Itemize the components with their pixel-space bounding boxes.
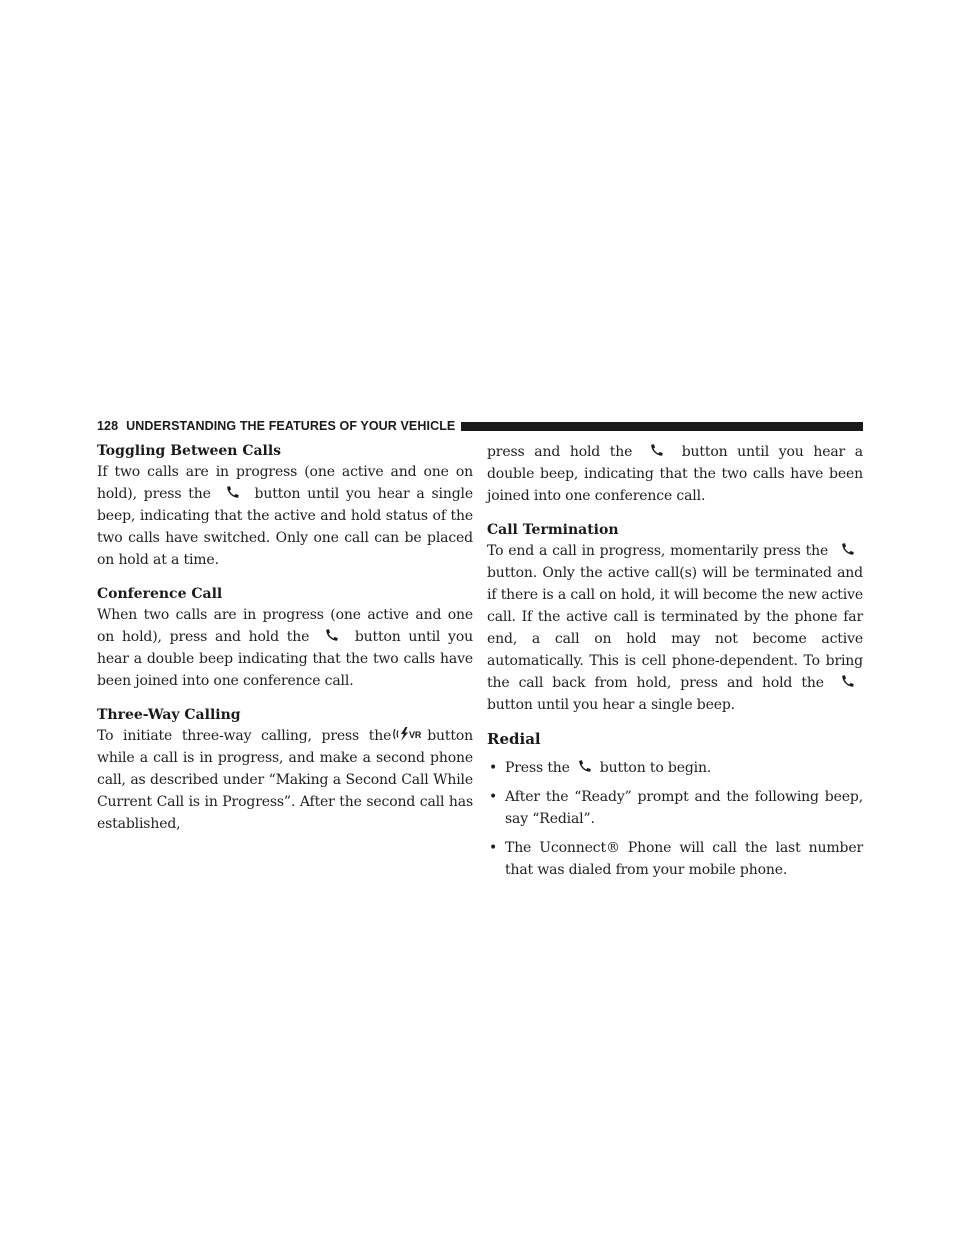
heading-call-termination: Call Termination	[487, 522, 619, 538]
bullet: •	[489, 840, 498, 856]
paragraph-text: button while a call is in progress, and make a second phone call, as described under “Making a Second Call While Current Call is in Progress”. After the second call has established,	[97, 728, 473, 832]
phone-icon	[218, 484, 248, 498]
phone-icon	[570, 758, 600, 772]
paragraph-text: button. Only the active call(s) will be terminated and if there is a call on hold, it will become the new active call. If the active call is terminated by the phone far end, a call on hold may not become active automatically. This is cell phone-dependent. To bring the call back from hold, press and hold the	[487, 565, 863, 691]
paragraph-three-way	[97, 725, 473, 835]
svg-text:VR: VR	[409, 730, 422, 740]
phone-icon	[833, 541, 863, 555]
page-header	[97, 418, 863, 434]
paragraph-text: button until you hear a single beep.	[487, 697, 735, 713]
list-item-text: The Uconnect® Phone will call the last number that was dialed from your mobile phone.	[505, 840, 863, 878]
header-rule	[461, 422, 863, 431]
voice-recognition-icon	[391, 726, 427, 742]
page-number: 128	[97, 419, 119, 433]
heading-conference-call: Conference Call	[97, 586, 223, 602]
list-item-text: Press the	[505, 760, 570, 776]
section-title: UNDERSTANDING THE FEATURES OF YOUR VEHICLE	[126, 419, 456, 433]
heading-toggling-between-calls: Toggling Between Calls	[97, 443, 282, 459]
paragraph-text: When two calls are in progress (one active and one on hold), press and hold the	[97, 607, 473, 645]
left-column	[97, 441, 473, 835]
paragraph-text: press and hold the	[487, 444, 633, 460]
paragraph-text: button until you hear a double beep indicating that the two calls have been joined into one conference call.	[97, 629, 473, 689]
heading-three-way-calling: Three-Way Calling	[97, 707, 241, 723]
paragraph-toggling	[97, 461, 473, 571]
paragraph-text: button until you hear a double beep, indicating that the two calls have been joined into one conference call.	[487, 444, 863, 504]
bullet: •	[489, 789, 498, 805]
redial-list	[487, 757, 863, 881]
list-item-text: After the “Ready” prompt and the following beep, say “Redial”.	[505, 789, 863, 827]
heading-redial: Redial	[487, 730, 541, 748]
phone-icon	[833, 673, 863, 687]
paragraph-termination	[487, 540, 863, 716]
list-item	[487, 757, 863, 779]
list-item	[487, 786, 863, 830]
paragraph-continuation	[487, 441, 863, 507]
paragraph-text: button until you hear a single beep, indicating that the active and hold status of the two calls have switched. Only one call can be placed on hold at a time.	[97, 486, 473, 568]
paragraph-text: To initiate three-way calling, press the	[97, 728, 392, 744]
phone-icon	[317, 627, 347, 641]
list-item	[487, 837, 863, 881]
paragraph-text: If two calls are in progress (one active and one on hold), press the	[97, 464, 473, 502]
paragraph-text: To end a call in progress, momentarily press the	[487, 543, 829, 559]
list-item-text: button to begin.	[599, 760, 712, 776]
right-column	[487, 441, 863, 888]
phone-icon	[642, 442, 672, 456]
paragraph-conference	[97, 604, 473, 692]
bullet: •	[489, 760, 498, 776]
